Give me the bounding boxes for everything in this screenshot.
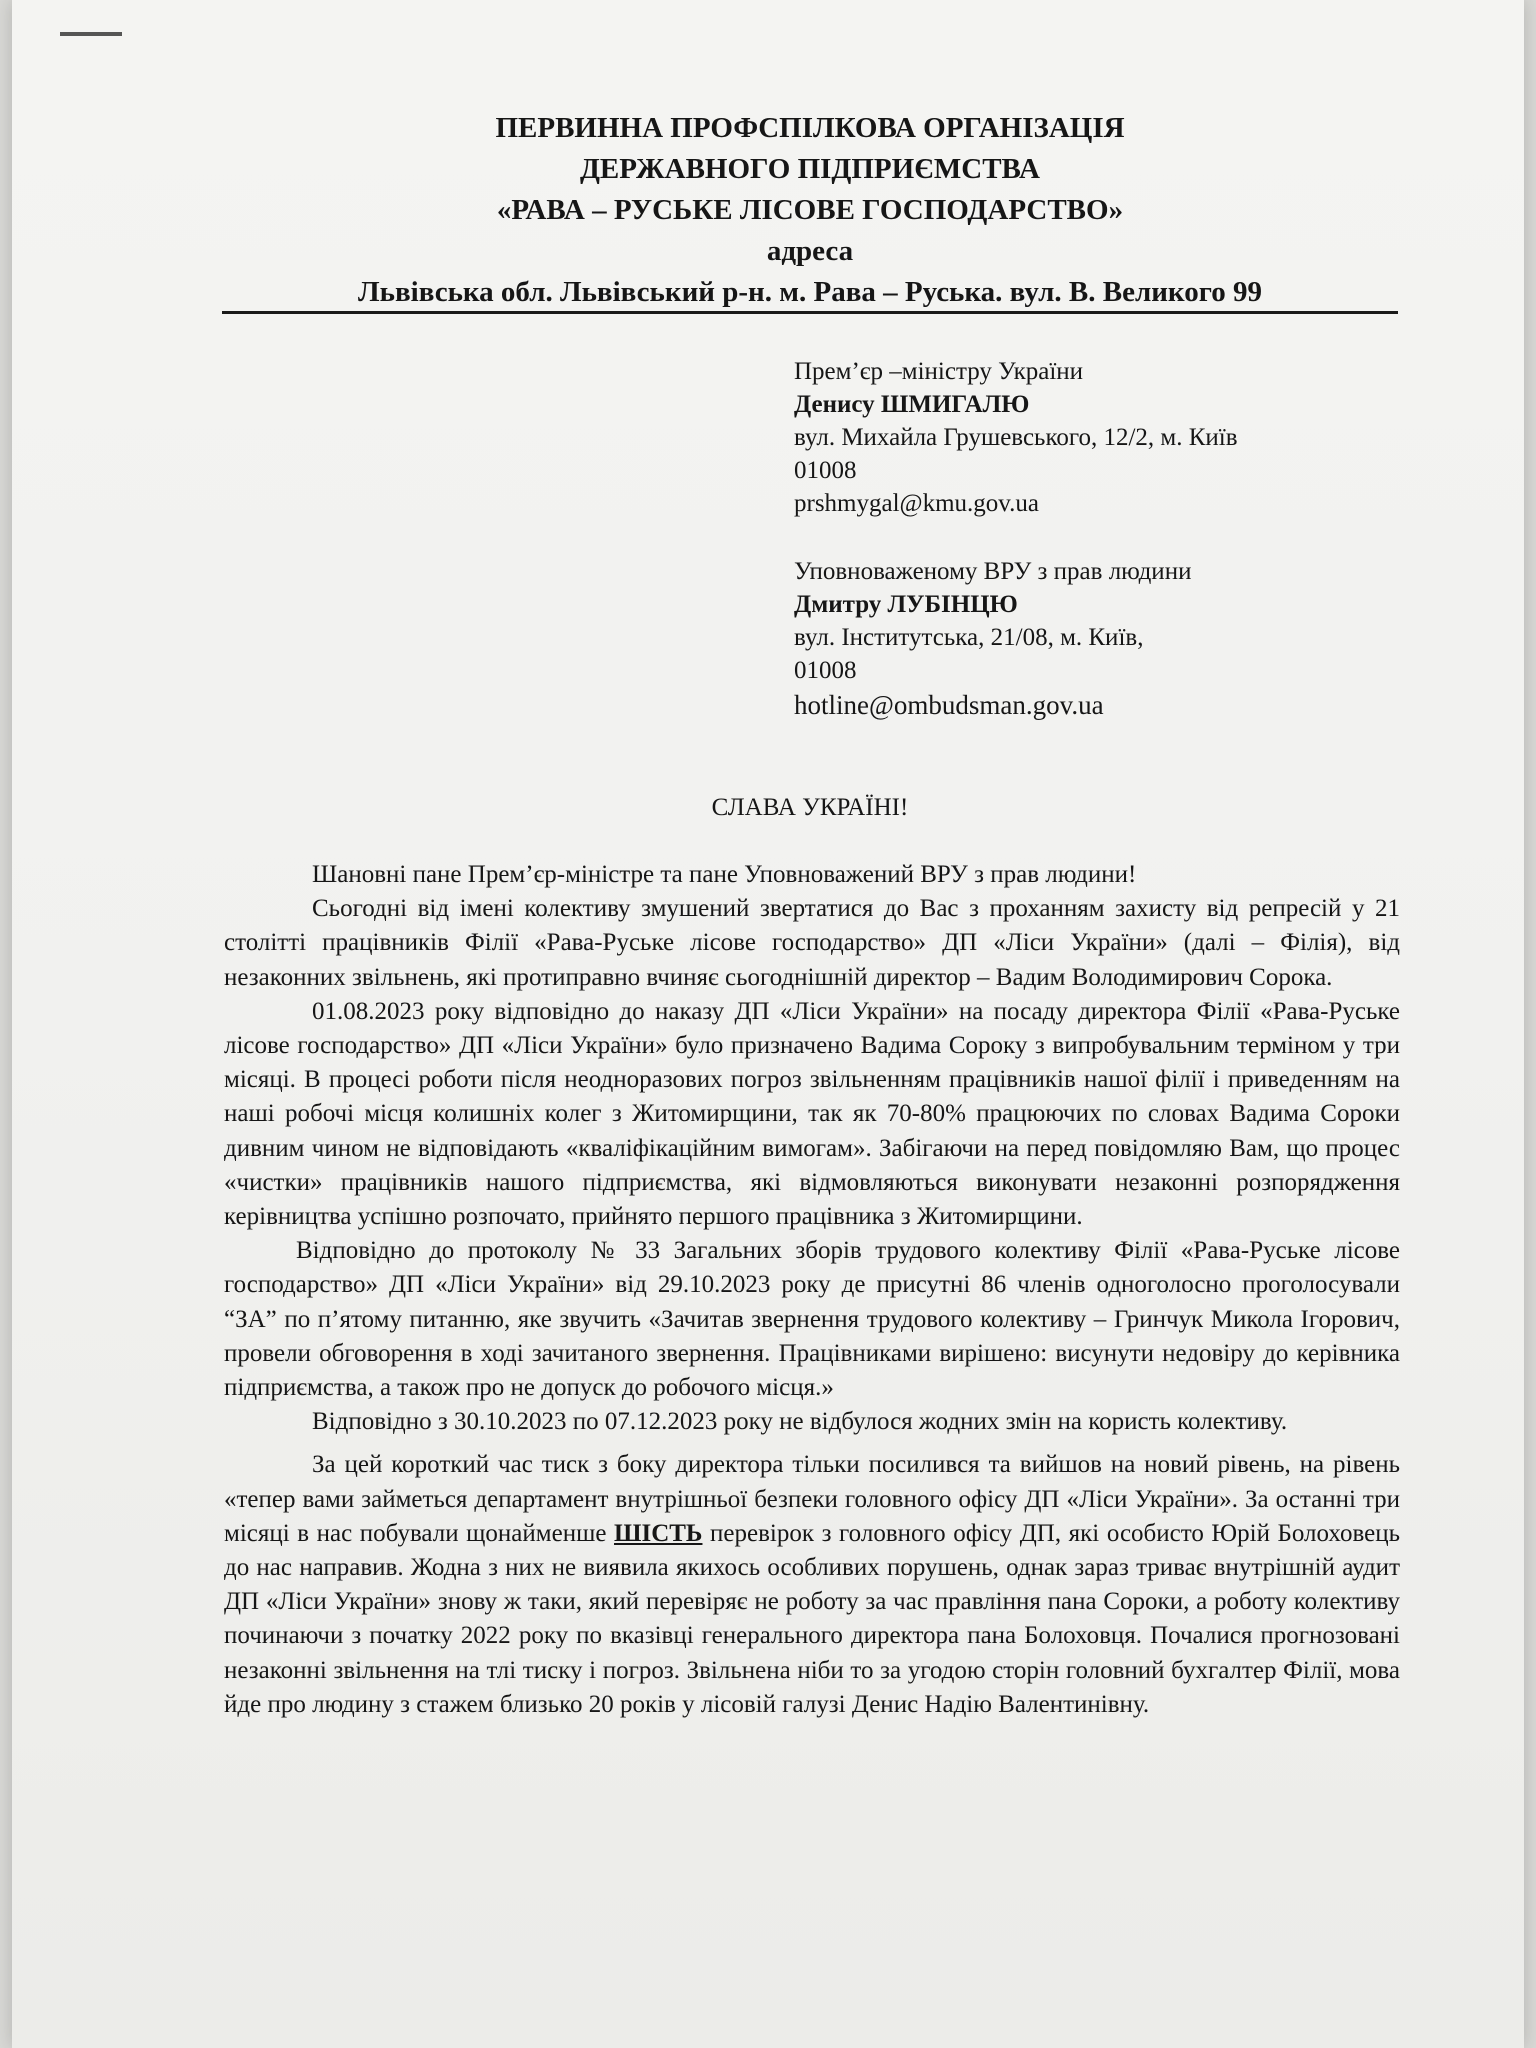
paragraph-6-part-a: За цей короткий час тиск з боку директора тільки посилився та вийшов на новий рівень, на рівень «тепер вами займеться департамент внутрішньої безпеки головного офісу ДП «Ліси України». За останні три місяці в нас побували щонайменше [224,1451,1400,1547]
letterhead-line-4: адреса [766,235,854,267]
paragraph-2: Сьогодні від імені колективу змушений звертатися до Вас з проханням захисту від репресій у 21 столітті працівників Філії «Рава-Руське лісове господарство» ДП «Ліси України» (далі – Філія), від незаконних звільнень, які протиправно вчиняє сьогоднішній директор – Вадим Володимирович Сорока. [224,895,1400,991]
paragraph-4: Відповідно до протоколу № 33 Загальних зборів трудового колективу Філії «Рава-Руське лісове господарство» ДП «Ліси України» від 29.10.2023 року де присутні 86 членів одноголосно проголосували “ЗА” по п’ятому питанню, яке звучить «Зачитав звернення трудового колективу – Гринчук Микола Ігорович, провели обговорення в ході зачитаного звернення. Працівниками вирішено: висунути недовіру до керівника підприємства, а також про не допуск до робочого місця.» [224,1237,1400,1402]
letter-body [224,858,1400,1722]
recipient-1-title: Прем’єр –міністру України [794,358,1084,385]
recipient-1-email: prshmygal@kmu.gov.ua [794,490,1039,517]
corner-mark [60,32,122,36]
salutation: СЛАВА УКРАЇНІ! [711,794,909,821]
recipient-2-street: вул. Інститутська, 21/08, м. Київ, [794,624,1144,651]
paragraph-6 [224,1448,1400,1722]
recipients-block [794,355,1414,723]
letterhead-divider [222,311,1398,314]
letterhead-line-3: «РАВА – РУСЬКЕ ЛІСОВЕ ГОСПОДАРСТВО» [496,194,1124,226]
document-page [12,0,1524,2048]
recipient-2-name: Дмитру ЛУБІНЦЮ [794,591,1018,618]
paragraph-greeting: Шановні пане Прем’єр-міністре та пане Уповноважений ВРУ з прав людини! [312,861,1137,888]
letterhead-address: Львівська обл. Львівський р-н. м. Рава – Руська. вул. В. Великого 99 [358,276,1262,308]
paragraph-6-part-c: перевірок з головного офісу ДП, які особисто Юрій Болоховець до нас направив. Жодна з них не виявила якихось особливих порушень, однак зараз триває внутрішній аудит ДП «Ліси України» знову ж таки, який перевіряє не роботу за час правління пана Сороки, а роботу колективу починаючи з початку 2022 року по вказівці генерального директора пана Болоховця. Почалися прогнозовані незаконні звільнення на тлі тиску і погроз. Звільнена ніби то за угодою сторін головний бухгалтер Філії, мова йде про людину з стажем близько 20 років у лісовій галузі Денис Надію Валентинівну. [224,1519,1400,1718]
paragraph-6-emphasis: ШІСТЬ [614,1519,703,1547]
recipient-2-email: hotline@ombudsman.gov.ua [794,690,1104,720]
recipient-1-zip: 01008 [794,457,857,484]
paragraph-5: Відповідно з 30.10.2023 по 07.12.2023 року не відбулося жодних змін на користь колективу. [312,1408,1288,1436]
letterhead [222,108,1398,313]
recipient-2-title: Уповноваженому ВРУ з прав людини [794,558,1192,585]
recipient-1-street: вул. Михайла Грушевського, 12/2, м. Київ [794,424,1238,451]
recipient-2-zip: 01008 [794,657,857,684]
recipient-1-name: Денису ШМИГАЛЮ [794,391,1030,418]
paragraph-3: 01.08.2023 року відповідно до наказу ДП «Ліси України» на посаду директора Філії «Рава-Руське лісове господарство» ДП «Ліси України» було призначено Вадима Сороку з випробувальним терміном у три місяці. В процесі роботи після неодноразових погроз звільненням працівників нашої філії і приведенням на наші робочі місця колишніх колег з Житомирщини, так як 70-80% працюючих по словах Вадима Сороки дивним чином не відповідають «кваліфікаційним вимогам». Забігаючи на перед повідомляю Вам, що процес «чистки» працівників нашого підприємства, які відмовляються виконувати незаконні розпорядження керівництва успішно розпочато, прийнято першого працівника з Житомирщини. [224,997,1400,1231]
letterhead-line-2: ДЕРЖАВНОГО ПІДПРИЄМСТВА [579,153,1040,185]
letterhead-line-1: ПЕРВИННА ПРОФСПІЛКОВА ОРГАНІЗАЦІЯ [495,112,1125,144]
